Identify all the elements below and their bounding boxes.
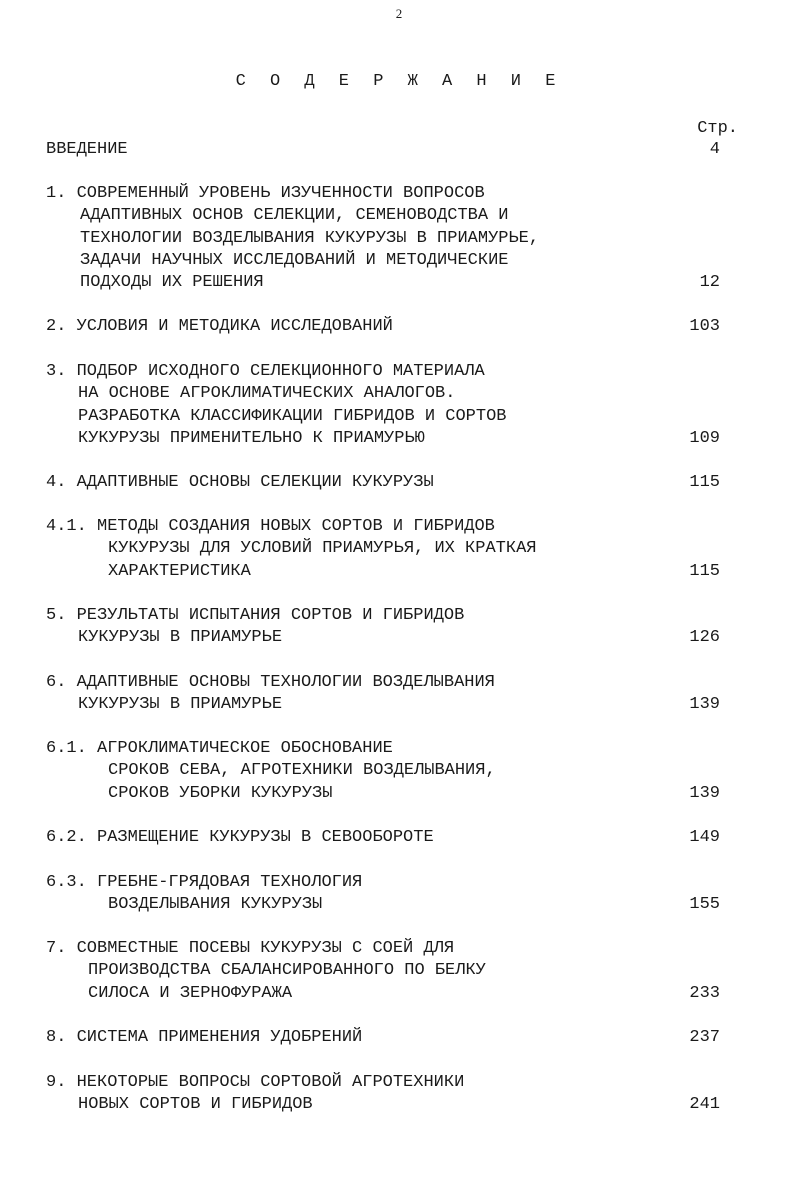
toc-entry-heading: 6. АДАПТИВНЫЕ ОСНОВЫ ТЕХНОЛОГИИ ВОЗДЕЛЫВАНИЯ (46, 673, 495, 692)
toc-title: С О Д Е Р Ж А Н И Е (235, 72, 563, 91)
page-column-label: Стр. (697, 119, 738, 138)
toc-entry-continuation: КУКУРУЗЫ ДЛЯ УСЛОВИЙ ПРИАМУРЬЯ, ИХ КРАТКАЯ (108, 539, 537, 559)
toc-entry-page-number: 233 (689, 983, 720, 1003)
toc-entry-continuation: АДАПТИВНЫХ ОСНОВ СЕЛЕКЦИИ, СЕМЕНОВОДСТВА И (80, 206, 509, 226)
toc-entry-page-number: 115 (689, 473, 720, 492)
toc-entry-continuation: ПОДХОДЫ ИХ РЕШЕНИЯ (80, 273, 264, 293)
toc-entry-heading: 7. СОВМЕСТНЫЕ ПОСЕВЫ КУКУРУЗЫ С СОЕЙ ДЛЯ (46, 939, 455, 958)
toc-entry-continuation: РАЗРАБОТКА КЛАССИФИКАЦИИ ГИБРИДОВ И СОРТОВ (78, 406, 507, 426)
toc-entry-continuation: НОВЫХ СОРТОВ И ГИБРИДОВ (78, 1095, 313, 1115)
toc-entry-page-number: 155 (689, 895, 720, 915)
toc-entry-heading: 9. НЕКОТОРЫЕ ВОПРОСЫ СОРТОВОЙ АГРОТЕХНИКИ (46, 1073, 465, 1092)
toc-entry-continuation: КУКУРУЗЫ В ПРИАМУРЬЕ (78, 628, 283, 648)
toc-entry-heading: 1. СОВРЕМЕННЫЙ УРОВЕНЬ ИЗУЧЕННОСТИ ВОПРОСОВ (46, 184, 485, 203)
toc-entry-continuation: ВОЗДЕЛЫВАНИЯ КУКУРУЗЫ (108, 895, 323, 915)
toc-entry-heading: 6.1. АГРОКЛИМАТИЧЕСКОЕ ОБОСНОВАНИЕ (46, 739, 393, 758)
toc-entry-continuation: НА ОСНОВЕ АГРОКЛИМАТИЧЕСКИХ АНАЛОГОВ. (78, 384, 456, 404)
toc-entry-page-number: 149 (689, 828, 720, 847)
page-number: 2 (395, 6, 403, 21)
toc-entry-continuation: СИЛОСА И ЗЕРНОФУРАЖА (88, 983, 293, 1003)
toc-entry-heading: 6.3. ГРЕБНЕ-ГРЯДОВАЯ ТЕХНОЛОГИЯ (46, 873, 363, 892)
toc-entry-heading: 4.1. МЕТОДЫ СОЗДАНИЯ НОВЫХ СОРТОВ И ГИБРИДОВ (46, 517, 495, 536)
toc-entry-heading: 3. ПОДБОР ИСХОДНОГО СЕЛЕКЦИОННОГО МАТЕРИАЛА (46, 362, 485, 381)
toc-entry-page-number: 12 (699, 273, 720, 293)
toc-entry-page-number: 109 (689, 428, 720, 448)
toc-entry-continuation: СРОКОВ СЕВА, АГРОТЕХНИКИ ВОЗДЕЛЫВАНИЯ, (108, 761, 496, 781)
toc-entry-page-number: 139 (689, 783, 720, 803)
toc-entry-heading: 2. УСЛОВИЯ И МЕТОДИКА ИССЛЕДОВАНИЙ (46, 317, 393, 336)
toc-entry-page-number: 237 (689, 1028, 720, 1047)
toc-entry-continuation: ТЕХНОЛОГИИ ВОЗДЕЛЫВАНИЯ КУКУРУЗЫ В ПРИАМУРЬЕ, (80, 228, 540, 248)
toc-entry-page-number: 103 (689, 317, 720, 336)
toc-entry-continuation: ПРОИЗВОДСТВА СБАЛАНСИРОВАННОГО ПО БЕЛКУ (88, 961, 486, 981)
toc-entry-heading: 8. СИСТЕМА ПРИМЕНЕНИЯ УДОБРЕНИЙ (46, 1028, 363, 1047)
toc-entry-heading: ВВЕДЕНИЕ (46, 140, 128, 159)
toc-entry-heading: 5. РЕЗУЛЬТАТЫ ИСПЫТАНИЯ СОРТОВ И ГИБРИДОВ (46, 606, 465, 625)
toc-entry-page-number: 115 (689, 561, 720, 581)
toc-entry-page-number: 241 (689, 1095, 720, 1115)
toc-entry-continuation: ХАРАКТЕРИСТИКА (108, 561, 251, 581)
toc-entry-page-number: 4 (709, 140, 720, 159)
toc-entry-continuation: СРОКОВ УБОРКИ КУКУРУЗЫ (108, 783, 333, 803)
toc-entry-page-number: 139 (689, 695, 720, 715)
toc-entry-heading: 4. АДАПТИВНЫЕ ОСНОВЫ СЕЛЕКЦИИ КУКУРУЗЫ (46, 473, 434, 492)
toc-entry-page-number: 126 (689, 628, 720, 648)
toc-entry-heading: 6.2. РАЗМЕЩЕНИЕ КУКУРУЗЫ В СЕВООБОРОТЕ (46, 828, 434, 847)
toc-entry-continuation: КУКУРУЗЫ ПРИМЕНИТЕЛЬНО К ПРИАМУРЬЮ (78, 428, 425, 448)
toc-entry-continuation: КУКУРУЗЫ В ПРИАМУРЬЕ (78, 695, 283, 715)
toc-entry-continuation: ЗАДАЧИ НАУЧНЫХ ИССЛЕДОВАНИЙ И МЕТОДИЧЕСКИЕ (80, 250, 509, 270)
